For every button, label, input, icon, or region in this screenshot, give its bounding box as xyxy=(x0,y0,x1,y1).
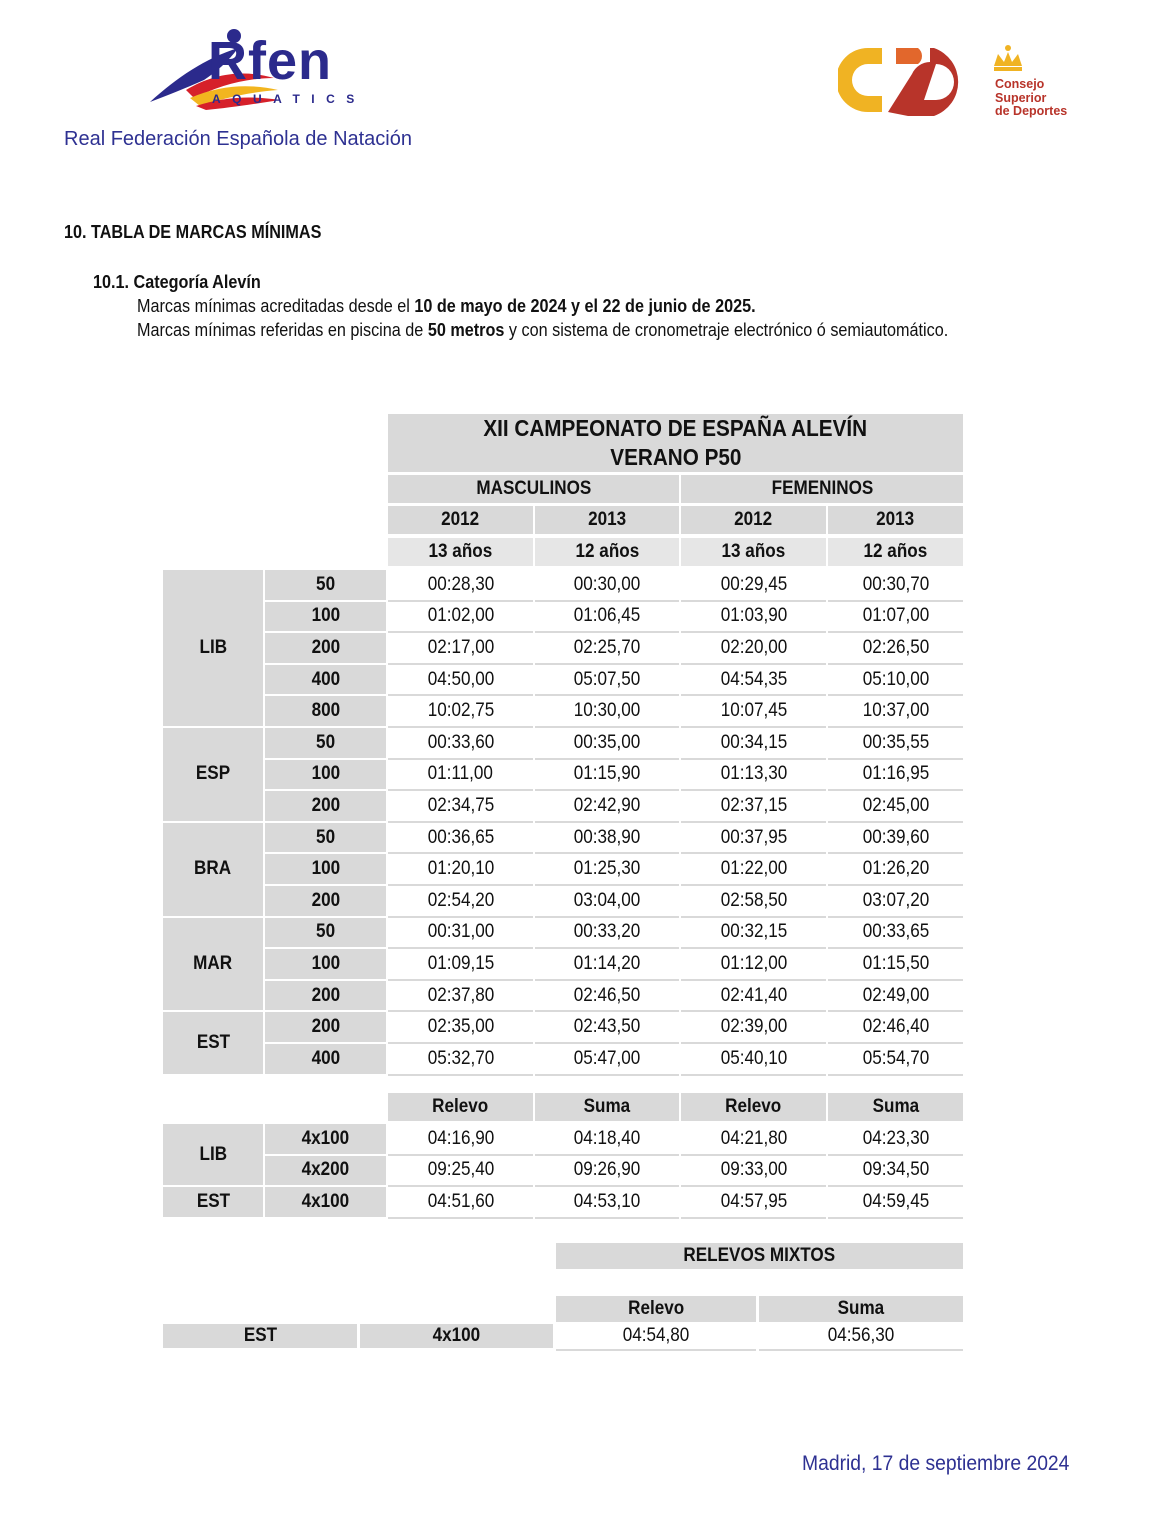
time-cell: 10:02,75 xyxy=(388,696,533,728)
csd-logo-icon xyxy=(838,44,978,120)
time-cell: 00:29,45 xyxy=(681,570,826,602)
time-cell: 01:06,45 xyxy=(535,602,679,634)
section-heading: 10. TABLA DE MARCAS MÍNIMAS xyxy=(64,222,322,242)
time-cell: 02:54,20 xyxy=(388,886,533,918)
time-cell: 00:35,55 xyxy=(828,728,963,760)
time-cell: 00:30,70 xyxy=(828,570,963,602)
time-cell: 03:04,00 xyxy=(535,886,679,918)
time-cell: 00:33,65 xyxy=(828,918,963,950)
time-cell: 01:07,00 xyxy=(828,602,963,634)
mixed-relevo-time: 04:54,80 xyxy=(556,1323,756,1351)
age-header: 12 años xyxy=(828,538,963,566)
distance-cell: 100 xyxy=(265,760,386,790)
table-title xyxy=(388,414,963,472)
distance-cell: 200 xyxy=(265,1012,386,1042)
time-cell: 01:11,00 xyxy=(388,760,533,792)
time-cell: 02:42,90 xyxy=(535,791,679,823)
age-header: 13 años xyxy=(681,538,826,566)
distance-cell: 50 xyxy=(265,918,386,948)
time-cell: 00:32,15 xyxy=(681,918,826,950)
relay-time-cell: 04:16,90 xyxy=(388,1124,533,1156)
distance-cell: 400 xyxy=(265,1044,386,1074)
relay-time-cell: 09:25,40 xyxy=(388,1156,533,1188)
time-cell: 02:49,00 xyxy=(828,981,963,1013)
stroke-cell: MAR xyxy=(163,918,263,1011)
time-cell: 00:31,00 xyxy=(388,918,533,950)
time-cell: 00:38,90 xyxy=(535,823,679,855)
time-cell: 00:34,15 xyxy=(681,728,826,760)
relay-time-cell: 04:23,30 xyxy=(828,1124,963,1156)
year-header: 2012 xyxy=(681,506,826,534)
relay-time-cell: 04:18,40 xyxy=(535,1124,679,1156)
distance-cell: 200 xyxy=(265,633,386,663)
time-cell: 02:41,40 xyxy=(681,981,826,1013)
time-cell: 01:22,00 xyxy=(681,854,826,886)
time-cell: 03:07,20 xyxy=(828,886,963,918)
rfen-logo-text: Rfen xyxy=(208,31,332,91)
distance-cell: 200 xyxy=(265,791,386,821)
relay-stroke-cell: LIB xyxy=(163,1124,263,1185)
time-cell: 02:46,50 xyxy=(535,981,679,1013)
time-cell: 00:33,60 xyxy=(388,728,533,760)
time-cell: 01:09,15 xyxy=(388,949,533,981)
crown-icon xyxy=(990,44,1026,72)
group-header-masculinos: MASCULINOS xyxy=(388,475,679,503)
mixed-suma-header: Suma xyxy=(759,1296,963,1322)
distance-cell: 200 xyxy=(265,886,386,916)
relay-time-cell: 04:21,80 xyxy=(681,1124,826,1156)
stroke-cell: EST xyxy=(163,1012,263,1073)
relay-column-header: Suma xyxy=(828,1093,963,1121)
mixed-stroke-cell: EST xyxy=(163,1324,357,1348)
time-cell: 02:45,00 xyxy=(828,791,963,823)
distance-cell: 200 xyxy=(265,981,386,1011)
time-cell: 02:20,00 xyxy=(681,633,826,665)
time-cell: 00:30,00 xyxy=(535,570,679,602)
time-cell: 02:25,70 xyxy=(535,633,679,665)
relay-time-cell: 04:51,60 xyxy=(388,1187,533,1219)
time-cell: 02:26,50 xyxy=(828,633,963,665)
time-cell: 01:20,10 xyxy=(388,854,533,886)
federation-name: Real Federación Española de Natación xyxy=(64,128,412,150)
time-cell: 10:37,00 xyxy=(828,696,963,728)
footer-date: Madrid, 17 de septiembre 2024 xyxy=(802,1452,1070,1475)
time-cell: 05:10,00 xyxy=(828,665,963,697)
stroke-cell: LIB xyxy=(163,570,263,726)
time-cell: 04:54,35 xyxy=(681,665,826,697)
time-cell: 01:15,50 xyxy=(828,949,963,981)
time-cell: 05:07,50 xyxy=(535,665,679,697)
relay-time-cell: 04:59,45 xyxy=(828,1187,963,1219)
csd-logo-text: Consejo Superior de Deportes xyxy=(995,77,1068,118)
time-cell: 02:43,50 xyxy=(535,1012,679,1044)
rfen-logo-subtitle: AQUATICS xyxy=(212,92,366,106)
category-heading: 10.1. Categoría Alevín xyxy=(93,272,261,292)
age-header: 12 años xyxy=(535,538,679,566)
time-cell: 02:58,50 xyxy=(681,886,826,918)
time-cell: 00:33,20 xyxy=(535,918,679,950)
relay-column-header: Relevo xyxy=(388,1093,533,1121)
time-cell: 01:03,90 xyxy=(681,602,826,634)
time-cell: 01:14,20 xyxy=(535,949,679,981)
time-cell: 00:37,95 xyxy=(681,823,826,855)
pool-paragraph: Marcas mínimas referidas en piscina de 50 metros y con sistema de cronometraje electrónico ó semiautomático. xyxy=(137,320,949,340)
time-cell: 05:54,70 xyxy=(828,1044,963,1076)
time-cell: 05:47,00 xyxy=(535,1044,679,1076)
year-header: 2013 xyxy=(535,506,679,534)
time-cell: 00:28,30 xyxy=(388,570,533,602)
year-header: 2012 xyxy=(388,506,533,534)
time-cell: 00:35,00 xyxy=(535,728,679,760)
time-cell: 01:25,30 xyxy=(535,854,679,886)
relay-time-cell: 09:33,00 xyxy=(681,1156,826,1188)
relay-column-header: Suma xyxy=(535,1093,679,1121)
table-title-line1: XII CAMPEONATO DE ESPAÑA ALEVÍN xyxy=(483,415,868,441)
distance-cell: 100 xyxy=(265,602,386,632)
time-cell: 02:34,75 xyxy=(388,791,533,823)
time-cell: 05:32,70 xyxy=(388,1044,533,1076)
time-cell: 02:17,00 xyxy=(388,633,533,665)
date-range-paragraph: Marcas mínimas acreditadas desde el 10 de mayo de 2024 y el 22 de junio de 2025. xyxy=(137,296,756,316)
time-cell: 01:16,95 xyxy=(828,760,963,792)
time-cell: 00:36,65 xyxy=(388,823,533,855)
distance-cell: 50 xyxy=(265,823,386,853)
distance-cell: 50 xyxy=(265,728,386,758)
time-cell: 04:50,00 xyxy=(388,665,533,697)
time-cell: 01:15,90 xyxy=(535,760,679,792)
time-cell: 02:37,80 xyxy=(388,981,533,1013)
relay-time-cell: 09:34,50 xyxy=(828,1156,963,1188)
distance-cell: 400 xyxy=(265,665,386,695)
time-cell: 01:02,00 xyxy=(388,602,533,634)
distance-cell: 100 xyxy=(265,949,386,979)
time-cell: 05:40,10 xyxy=(681,1044,826,1076)
distance-cell: 100 xyxy=(265,854,386,884)
time-cell: 00:39,60 xyxy=(828,823,963,855)
time-cell: 02:46,40 xyxy=(828,1012,963,1044)
distance-cell: 50 xyxy=(265,570,386,600)
time-cell: 02:35,00 xyxy=(388,1012,533,1044)
time-cell: 01:26,20 xyxy=(828,854,963,886)
mixed-distance-cell: 4x100 xyxy=(360,1324,553,1348)
relay-time-cell: 04:57,95 xyxy=(681,1187,826,1219)
relay-stroke-cell: EST xyxy=(163,1187,263,1217)
distance-cell: 800 xyxy=(265,696,386,726)
relay-distance-cell: 4x100 xyxy=(265,1187,386,1217)
age-header: 13 años xyxy=(388,538,533,566)
mixed-relays-title: RELEVOS MIXTOS xyxy=(556,1243,963,1269)
relay-distance-cell: 4x200 xyxy=(265,1156,386,1186)
time-cell: 01:12,00 xyxy=(681,949,826,981)
stroke-cell: BRA xyxy=(163,823,263,916)
table-title-line2: VERANO P50 xyxy=(609,444,742,470)
time-cell: 02:39,00 xyxy=(681,1012,826,1044)
mixed-relevo-header: Relevo xyxy=(556,1296,756,1322)
time-cell: 02:37,15 xyxy=(681,791,826,823)
mixed-suma-time: 04:56,30 xyxy=(759,1323,963,1351)
time-cell: 10:30,00 xyxy=(535,696,679,728)
relay-time-cell: 09:26,90 xyxy=(535,1156,679,1188)
time-cell: 01:13,30 xyxy=(681,760,826,792)
relay-time-cell: 04:53,10 xyxy=(535,1187,679,1219)
year-header: 2013 xyxy=(828,506,963,534)
relay-distance-cell: 4x100 xyxy=(265,1124,386,1154)
relay-column-header: Relevo xyxy=(681,1093,826,1121)
time-cell: 10:07,45 xyxy=(681,696,826,728)
group-header-femeninos: FEMENINOS xyxy=(681,475,963,503)
stroke-cell: ESP xyxy=(163,728,263,821)
